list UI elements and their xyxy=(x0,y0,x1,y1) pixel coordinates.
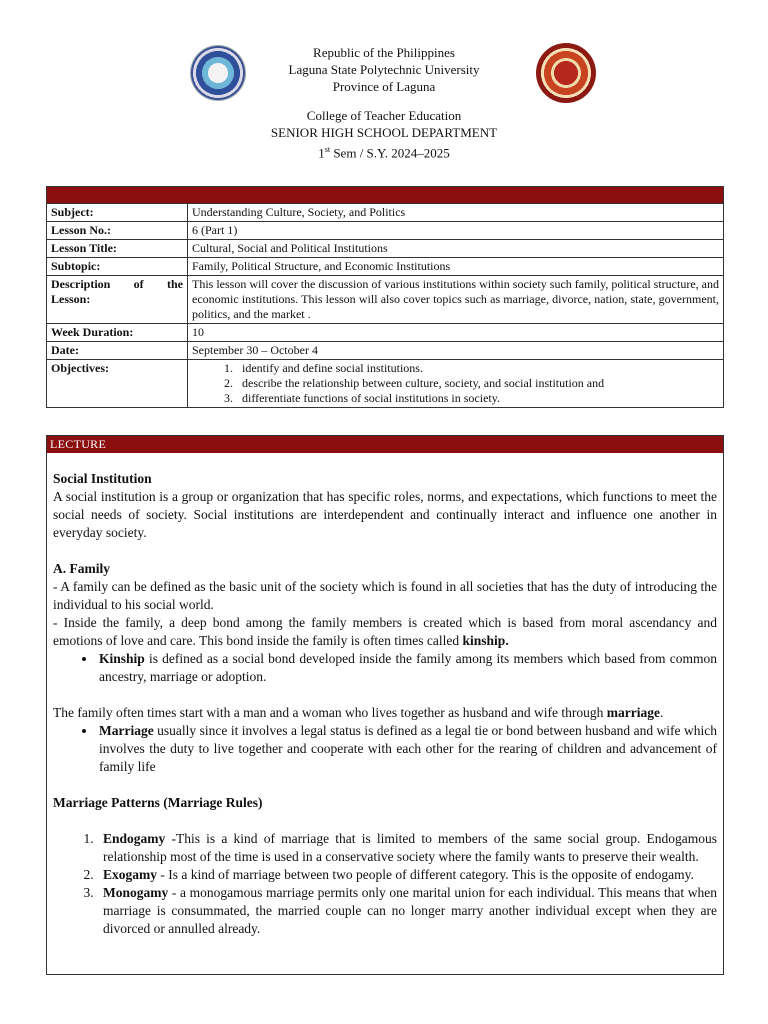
subject-label: Subject: xyxy=(47,204,188,222)
list-item: • Kinship is defined as a social bond developed inside the family among its members which based from common ancestry, marriage or adoption. xyxy=(97,650,717,686)
family-paragraph-3: The family often times start with a man and a woman who lives together as husband and wife through marriage. xyxy=(53,705,664,720)
subject-value: Understanding Culture, Society, and Politics xyxy=(188,204,724,222)
lesson-no-label: Lesson No.: xyxy=(47,222,188,240)
lecture-body xyxy=(47,453,723,938)
list-item: 2. describe the relationship between culture, society, and social institution and xyxy=(236,376,719,391)
family-paragraph-2: - Inside the family, a deep bond among the family members is created which is based from moral ascendancy and emotions of love and care. This bond inside the family is often times called kinship. xyxy=(53,615,717,648)
family-paragraph-1: - A family can be defined as the basic unit of the society which is found in all societies that has the duty of introducing the individual to his social world. xyxy=(53,579,717,612)
header-department: SENIOR HIGH SCHOOL DEPARTMENT xyxy=(270,125,498,140)
table-row xyxy=(47,276,724,324)
objectives-list xyxy=(192,361,719,406)
lesson-title-label: Lesson Title: xyxy=(47,240,188,258)
description-value: This lesson will cover the discussion of various institutions within society such family, political structure, and economic institutions. This lesson will also cover topics such as marriage, divorce, nation, state, government, politics, and the market . xyxy=(188,276,724,324)
table-row xyxy=(47,324,724,342)
subtopic-value: Family, Political Structure, and Economic Institutions xyxy=(188,258,724,276)
header-college: College of Teacher Education xyxy=(306,108,462,123)
document-header xyxy=(0,44,768,161)
description-label: Description of the Lesson: xyxy=(47,276,188,324)
header-province: Province of Laguna xyxy=(332,79,436,94)
table-row xyxy=(47,258,724,276)
header-university: Laguna State Polytechnic University xyxy=(288,62,480,77)
list-item: 2. Exogamy - Is a kind of marriage between two people of different category. This is the opposite of endogamy. xyxy=(97,866,717,884)
objectives-label: Objectives: xyxy=(47,360,188,408)
list-item: 3. differentiate functions of social institutions in society. xyxy=(236,391,719,406)
week-label: Week Duration: xyxy=(47,324,188,342)
list-item: 1. Endogamy -This is a kind of marriage that is limited to members of the same social group. Endogamous relationship most of the time is used in a conservative society where the family wants to preserve their wealth. xyxy=(97,830,717,866)
lesson-no-value: 6 (Part 1) xyxy=(188,222,724,240)
table-header-band xyxy=(47,187,724,204)
list-item: 1. identify and define social institutions. xyxy=(236,361,719,376)
table-row xyxy=(47,342,724,360)
kinship-list xyxy=(53,650,717,686)
header-semester: 1st Sem / S.Y. 2024–2025 xyxy=(318,145,450,161)
social-institution-heading: Social Institution xyxy=(53,471,152,486)
marriage-list xyxy=(53,722,717,776)
objectives-value xyxy=(188,360,724,408)
list-item: 3. Monogamy - a monogamous marriage permits only one marital union for each individual. This means that when marriage is consummated, the married couple can no longer marry another individual except when they are divorced or annulled already. xyxy=(97,884,717,938)
table-row xyxy=(47,222,724,240)
marriage-patterns-heading: Marriage Patterns (Marriage Rules) xyxy=(53,795,263,810)
table-row xyxy=(47,360,724,408)
social-institution-text: A social institution is a group or organization that has specific roles, norms, and expectations, which functions to meet the social needs of society. Social institutions are interdependent and continually interact and influence one another in everyday society. xyxy=(53,489,717,540)
table-row xyxy=(47,240,724,258)
subtopic-label: Subtopic: xyxy=(47,258,188,276)
lecture-section xyxy=(46,435,724,975)
lesson-info-table xyxy=(46,186,724,408)
family-heading: A. Family xyxy=(53,561,110,576)
table-row xyxy=(47,204,724,222)
date-value: September 30 – October 4 xyxy=(188,342,724,360)
header-republic: Republic of the Philippines xyxy=(313,45,455,60)
list-item: • Marriage usually since it involves a legal status is defined as a legal tie or bond between husband and wife which involves the duty to live together and cooperate with each other for the rearing of children and advancement of family life xyxy=(97,722,717,776)
marriage-patterns-list xyxy=(53,830,717,938)
date-label: Date: xyxy=(47,342,188,360)
lesson-title-value: Cultural, Social and Political Institutions xyxy=(188,240,724,258)
lecture-bar: LECTURE xyxy=(47,436,723,453)
week-value: 10 xyxy=(188,324,724,342)
